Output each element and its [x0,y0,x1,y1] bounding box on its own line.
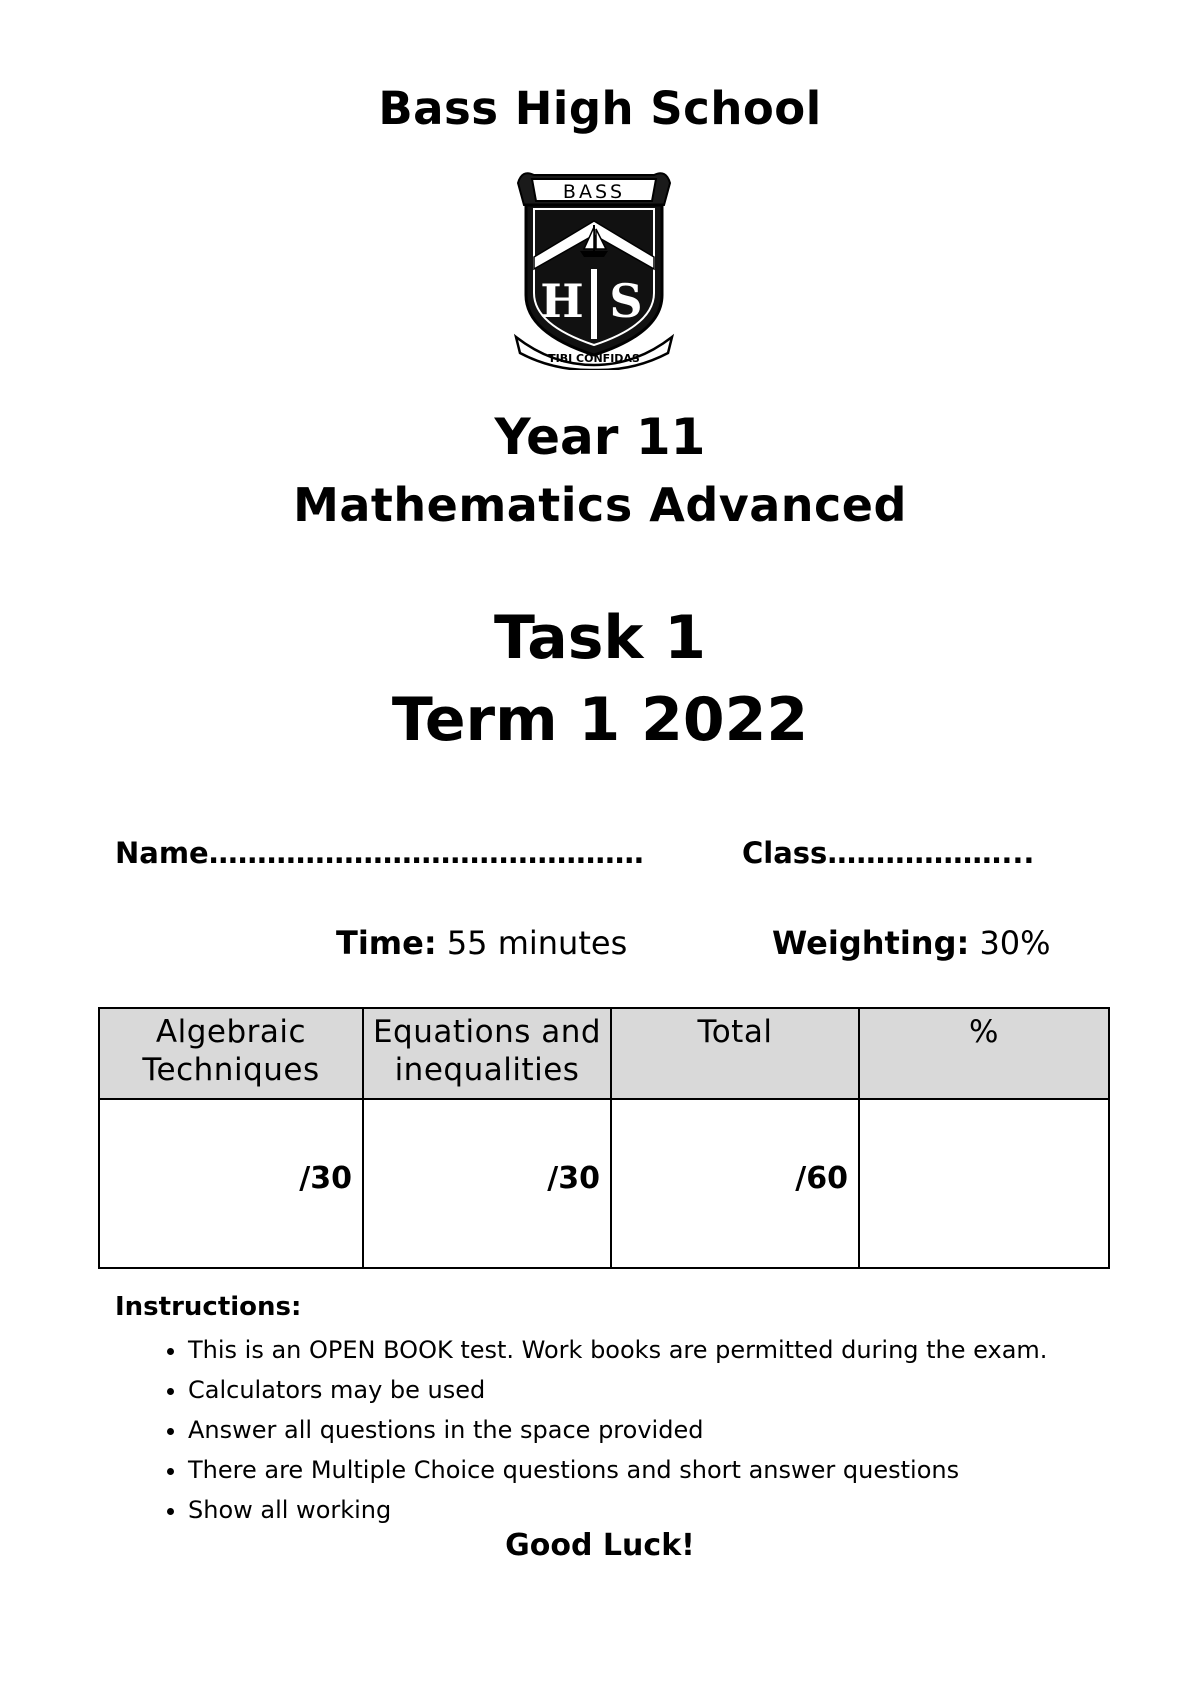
weighting-label: Weighting: [772,924,970,962]
term-heading: Term 1 2022 [391,685,809,755]
header-total: Total [611,1008,859,1099]
marks-table [98,1007,1110,1269]
good-luck-text: Good Luck! [505,1528,695,1563]
class-field[interactable]: Class………………... [742,836,1035,870]
header-percent: % [859,1008,1109,1099]
time-label: Time: [336,924,437,962]
header-equations-inequalities: Equations and inequalities [363,1008,611,1099]
school-name: Bass High School [378,82,822,135]
crest-motto: TIBI CONFIDAS [548,352,640,365]
name-field[interactable]: Name……………………………………… [115,836,644,870]
mark-algebraic-techniques[interactable]: /30 [99,1099,363,1268]
instruction-item: • Calculators may be used [188,1370,1088,1410]
crest-banner-text: BASS [562,181,626,203]
crest-letter-left: H [540,274,584,328]
subject-heading: Mathematics Advanced [293,478,907,532]
instruction-item: • Answer all questions in the space provided [188,1410,1088,1450]
time-value: 55 minutes [446,924,628,962]
weighting-info [772,924,1051,962]
header-algebraic-techniques: Algebraic Techniques [99,1008,363,1099]
weighting-value: 30% [979,924,1051,962]
mark-total[interactable]: /60 [611,1099,859,1268]
task-heading: Task 1 [494,603,706,673]
mark-equations-inequalities[interactable]: /30 [363,1099,611,1268]
instruction-item: • Show all working [188,1490,1088,1530]
instructions-list [152,1330,1088,1530]
year-heading: Year 11 [494,408,706,466]
instruction-item: • There are Multiple Choice questions and short answer questions [188,1450,1088,1490]
time-info [336,924,627,962]
school-crest-icon [512,165,676,370]
instruction-item: • This is an OPEN BOOK test. Work books are permitted during the exam. [188,1330,1088,1370]
crest-letter-right: S [609,274,643,328]
marks-table-row [99,1099,1109,1268]
instructions-title: Instructions: [115,1292,302,1322]
mark-percent[interactable] [859,1099,1109,1268]
marks-table-header-row [99,1008,1109,1099]
